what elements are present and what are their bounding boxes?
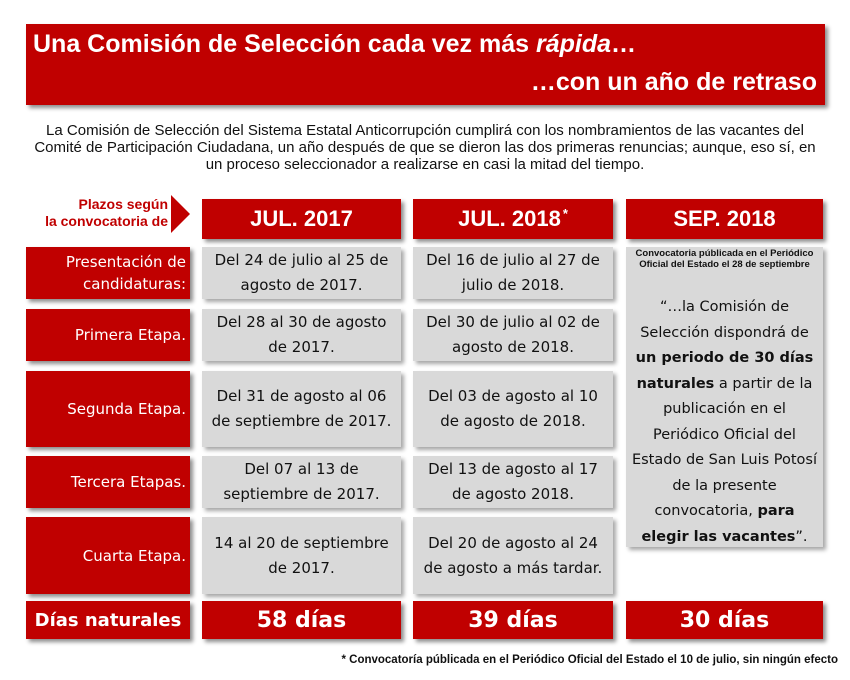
row-label-tercera-etapa: Tercera Etapas. bbox=[26, 456, 190, 508]
column-header-label: SEP. 2018 bbox=[673, 206, 776, 231]
sep-2018-quote bbox=[629, 295, 820, 550]
title-emphasis: rápida bbox=[535, 30, 611, 58]
column-header-label: JUL. 2018 bbox=[458, 206, 561, 231]
title-text: Una Comisión de Selección cada vez más bbox=[33, 30, 536, 58]
cell-jul2018-tercera-etapa: Del 13 de agosto al 17 de agosto 2018. bbox=[413, 456, 613, 508]
total-jul-2017: 58 días bbox=[202, 601, 401, 639]
total-sep-2018: 30 días bbox=[626, 601, 823, 639]
plazos-line-2: la convocatoria de bbox=[45, 213, 168, 229]
cell-jul2018-primera-etapa: Del 30 de julio al 02 de agosto de 2018. bbox=[413, 309, 613, 361]
column-header-sep-2018 bbox=[626, 199, 823, 239]
plazos-line-1: Plazos según bbox=[78, 196, 168, 212]
cell-jul2018-presentacion: Del 16 de julio al 27 de julio de 2018. bbox=[413, 247, 613, 299]
quote-text: “…la Comisión de Selección dispondrá de bbox=[640, 299, 809, 341]
cell-jul2017-presentacion: Del 24 de julio al 25 de agosto de 2017. bbox=[202, 247, 401, 299]
title-banner bbox=[26, 24, 825, 105]
quote-text: a partir de la publicación en el Periódico Oficial del Estado de San Luis Potosí de la presente convocatoria, bbox=[631, 375, 818, 519]
row-label-segunda-etapa: Segunda Etapa. bbox=[26, 371, 190, 447]
quote-bold-purpose: para elegir las vacantes bbox=[641, 503, 796, 545]
row-label-cuarta-etapa: Cuarta Etapa. bbox=[26, 517, 190, 594]
cell-jul2017-tercera-etapa: Del 07 al 13 de septiembre de 2017. bbox=[202, 456, 401, 508]
sep-2018-note: Convocatoria públicada en el Periódico Oficial del Estado el 28 de septiembre bbox=[635, 248, 814, 270]
title-line-2: …con un año de retraso bbox=[530, 68, 817, 96]
row-label-primera-etapa: Primera Etapa. bbox=[26, 309, 190, 361]
intro-paragraph: La Comisión de Selección del Sistema Estatal Anticorrupción cumplirá con los nombramientos de las vacantes del Comité de Participación Ciudadana, un año después de que se dieron las dos primeras renuncias; aunque, eso sí, en un proceso seleccionador a realizarse en casi la mitad del tiempo. bbox=[34, 122, 816, 173]
title-ellipsis: … bbox=[611, 30, 636, 58]
cell-jul2017-primera-etapa: Del 28 al 30 de agosto de 2017. bbox=[202, 309, 401, 361]
cell-jul2018-cuarta-etapa: Del 20 de agosto al 24 de agosto a más tardar. bbox=[413, 517, 613, 594]
cell-jul2017-cuarta-etapa: 14 al 20 de septiembre de 2017. bbox=[202, 517, 401, 594]
sep-2018-description bbox=[626, 247, 823, 547]
quote-bold-period: un periodo de 30 días naturales bbox=[635, 350, 814, 392]
cell-jul2017-segunda-etapa: Del 31 de agosto al 06 de septiembre de 2017. bbox=[202, 371, 401, 447]
title-line-1 bbox=[33, 30, 636, 59]
row-label-presentacion: Presentación de candidaturas: bbox=[26, 247, 190, 299]
column-header-label: JUL. 2017 bbox=[250, 206, 353, 231]
footnote-marker: * bbox=[562, 205, 568, 221]
total-jul-2018: 39 días bbox=[413, 601, 613, 639]
quote-close: ”. bbox=[795, 528, 808, 545]
plazos-label bbox=[18, 196, 168, 230]
cell-jul2018-segunda-etapa: Del 03 de agosto al 10 de agosto de 2018. bbox=[413, 371, 613, 447]
column-header-jul-2018 bbox=[413, 199, 613, 239]
footnote: * Convocatoría públicada en el Periódico Oficial del Estado el 10 de julio, sin ningún efecto bbox=[341, 654, 838, 666]
arrow-right-icon bbox=[171, 195, 190, 233]
column-header-jul-2017 bbox=[202, 199, 401, 239]
totals-label: Días naturales bbox=[26, 601, 190, 639]
